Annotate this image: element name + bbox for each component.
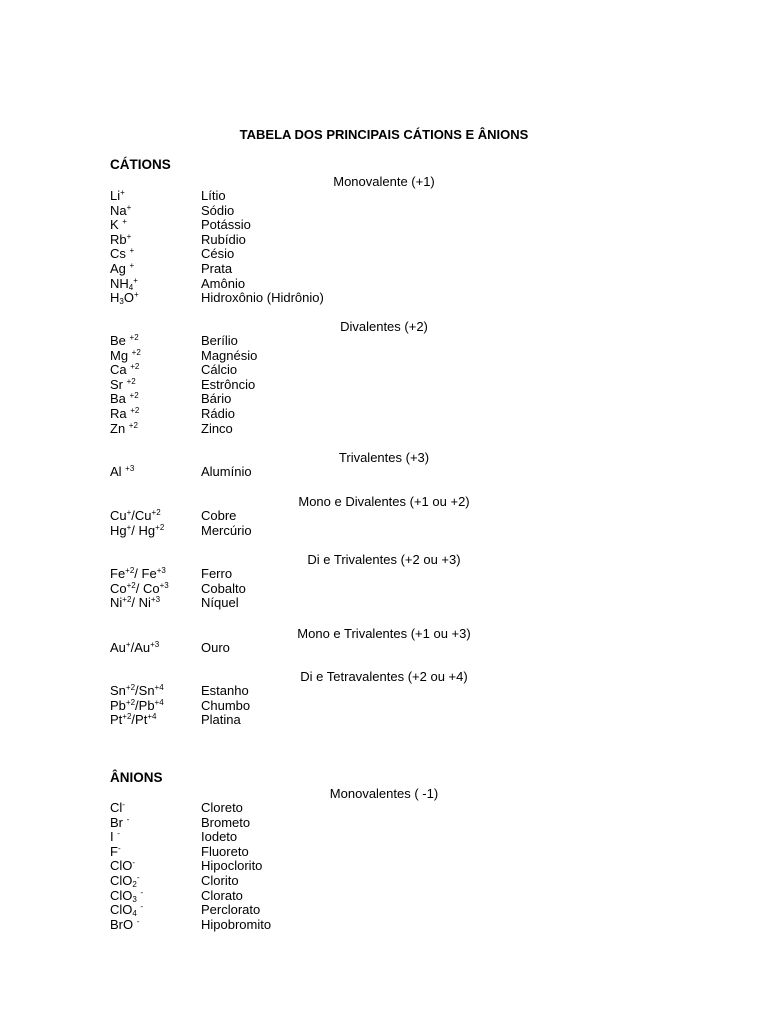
ion-name: Cobre bbox=[201, 508, 237, 523]
ion-formula: Zn $^{+2}$ bbox=[110, 420, 138, 436]
ion-name: Amônio bbox=[201, 275, 246, 291]
ion-formula: Ag + bbox=[110, 261, 135, 276]
anion-row bbox=[110, 903, 510, 918]
anion-row bbox=[110, 889, 510, 904]
ion-formula: Cs + bbox=[110, 246, 135, 262]
cation-row bbox=[110, 204, 510, 219]
anion-row bbox=[110, 801, 510, 816]
cation-group-label: Mono e Trivalentes (+1 ou +3) bbox=[297, 626, 471, 641]
ion-name: Bário bbox=[201, 391, 232, 407]
anions-heading: ÂNIONS bbox=[110, 770, 163, 785]
anion-row bbox=[110, 845, 510, 860]
ion-formula: Cl- bbox=[110, 800, 125, 815]
cation-row bbox=[110, 582, 510, 597]
ion-formula: ClO$_2$- bbox=[110, 873, 140, 889]
cation-row bbox=[110, 509, 510, 524]
ion-formula: Br - bbox=[110, 814, 130, 830]
ion-name: Clorato bbox=[201, 887, 243, 903]
cation-row bbox=[110, 349, 510, 364]
ion-formula: $Co^{+2}/$ $Co^{+3}$ bbox=[110, 580, 169, 596]
cation-group-label: Divalentes (+2) bbox=[340, 319, 428, 334]
ion-name: Chumbo bbox=[201, 697, 251, 713]
ion-name: Cloreto bbox=[201, 800, 243, 815]
ion-formula: Ra $^{+2}$ bbox=[110, 406, 140, 421]
cation-row bbox=[110, 699, 510, 714]
cation-row bbox=[110, 422, 510, 437]
anion-row bbox=[110, 830, 510, 845]
ion-name: Sódio bbox=[201, 202, 235, 218]
ion-formula: I - bbox=[110, 829, 120, 845]
ion-formula: K + bbox=[110, 217, 127, 233]
ion-name: Césio bbox=[201, 246, 235, 262]
ion-name: Berílio bbox=[201, 333, 238, 348]
ion-name: Fluoreto bbox=[201, 843, 249, 859]
ion-name: Ferro bbox=[201, 566, 233, 581]
cation-group-label: Trivalentes (+3) bbox=[338, 450, 430, 465]
ion-formula: $Sn^{+2}/Sn^{+4}$ bbox=[110, 683, 164, 698]
ion-formula: Hg+/ $Hg^{+2}$ bbox=[110, 522, 165, 538]
ion-name: Rádio bbox=[201, 406, 235, 421]
cation-row bbox=[110, 713, 510, 728]
cations-heading: CÁTIONS bbox=[110, 157, 171, 172]
ion-formula: $NH_4^+$ bbox=[110, 275, 138, 292]
ion-name: Zinco bbox=[201, 420, 233, 436]
ion-name: Brometo bbox=[201, 814, 251, 830]
ion-formula: Sr $^{+2}$ bbox=[110, 376, 136, 392]
ion-formula: ClO$_3$ - bbox=[110, 887, 144, 904]
ion-formula: Na+ bbox=[110, 202, 132, 218]
anion-group-label: Monovalentes ( -1) bbox=[329, 786, 439, 801]
ion-formula: $Au^+/Au^{+3}$ bbox=[110, 640, 160, 655]
ion-formula: BrO - bbox=[110, 916, 140, 932]
ion-formula: $H_3O^+$ bbox=[110, 290, 139, 307]
ion-name: Mercúrio bbox=[201, 522, 252, 538]
ion-formula: $Cu^+/Cu^{+2}$ bbox=[110, 508, 161, 523]
ion-name: Estanho bbox=[201, 683, 249, 698]
cation-row bbox=[110, 189, 510, 204]
cation-row bbox=[110, 465, 510, 480]
cation-group-label: Di e Trivalentes (+2 ou +3) bbox=[307, 552, 461, 567]
anion-row bbox=[110, 816, 510, 831]
ion-formula: Ba $^{+2}$ bbox=[110, 391, 139, 407]
ion-formula: $Pb^{+2}/Pb^{+4}$ bbox=[110, 697, 164, 713]
ion-name: Platina bbox=[201, 712, 241, 728]
ion-name: Prata bbox=[201, 261, 233, 276]
cation-row bbox=[110, 641, 510, 656]
ion-name: Estrôncio bbox=[201, 376, 256, 392]
ion-name: Hipobromito bbox=[201, 916, 272, 932]
ion-name: Hipoclorito bbox=[201, 858, 263, 874]
ion-formula: Mg $^{+2}$ bbox=[110, 347, 141, 363]
page-title: TABELA DOS PRINCIPAIS CÁTIONS E ÂNIONS bbox=[239, 127, 529, 142]
cation-row bbox=[110, 247, 510, 262]
ion-formula: $Fe^{+2}/$ $Fe^{+3}$ bbox=[110, 566, 166, 581]
ion-name: Ouro bbox=[201, 640, 230, 655]
ion-formula: Be $^{+2}$ bbox=[110, 333, 139, 348]
cation-group-label: Di e Tetravalentes (+2 ou +4) bbox=[300, 669, 468, 684]
anion-row bbox=[110, 874, 510, 889]
cation-row bbox=[110, 218, 510, 233]
ion-formula: Ca $^{+2}$ bbox=[110, 362, 140, 378]
cation-row bbox=[110, 291, 510, 306]
ion-name: Alumínio bbox=[201, 464, 252, 479]
ion-name: Cálcio bbox=[201, 362, 238, 378]
cation-row bbox=[110, 378, 510, 393]
ion-formula: ClO- bbox=[110, 858, 136, 874]
ion-name: Iodeto bbox=[201, 829, 238, 845]
cation-group-label: Monovalente (+1) bbox=[333, 174, 435, 189]
ion-formula: Al $^{+3}$ bbox=[110, 464, 135, 479]
ion-name: Rubídio bbox=[201, 231, 246, 247]
ion-formula: $Pt^{+2}/Pt^{+4}$ bbox=[110, 712, 157, 728]
cation-row bbox=[110, 596, 510, 611]
ion-name: Perclorato bbox=[201, 902, 261, 918]
cation-row bbox=[110, 392, 510, 407]
cation-row bbox=[110, 524, 510, 539]
cation-group-label: Mono e Divalentes (+1 ou +2) bbox=[298, 494, 470, 509]
ion-name: Hidroxônio (Hidrônio) bbox=[201, 290, 324, 306]
ion-name: Cobalto bbox=[201, 580, 246, 596]
ion-name: Níquel bbox=[201, 595, 239, 611]
ion-formula: Rb+ bbox=[110, 231, 132, 247]
ion-formula: F- bbox=[110, 843, 121, 859]
cation-row bbox=[110, 567, 510, 582]
cation-row bbox=[110, 334, 510, 349]
ion-name: Potássio bbox=[201, 217, 251, 233]
cation-row bbox=[110, 262, 510, 277]
cation-row bbox=[110, 277, 510, 292]
anion-row bbox=[110, 918, 510, 933]
ion-formula: ClO$_4$ - bbox=[110, 902, 144, 919]
cation-row bbox=[110, 407, 510, 422]
ion-formula: Li+ bbox=[110, 188, 125, 203]
ion-name: Magnésio bbox=[201, 347, 258, 363]
ion-formula: $Ni^{+2}/$ $Ni^{+3}$ bbox=[110, 595, 161, 611]
cation-row bbox=[110, 684, 510, 699]
cation-row bbox=[110, 233, 510, 248]
cation-row bbox=[110, 363, 510, 378]
anion-row bbox=[110, 859, 510, 874]
ion-name: Lítio bbox=[201, 188, 226, 203]
ion-name: Clorito bbox=[201, 873, 239, 888]
